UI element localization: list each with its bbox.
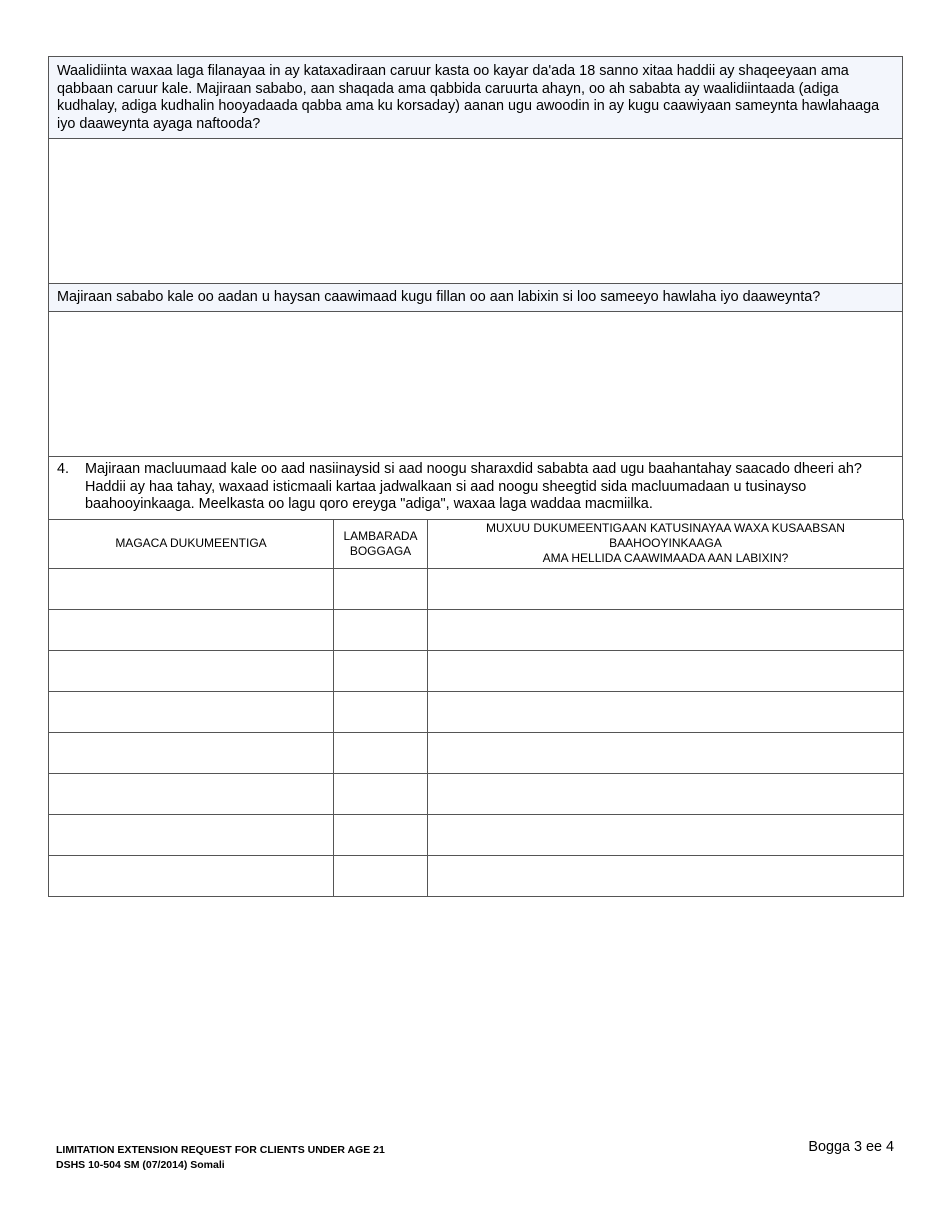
document-name-cell[interactable] [49, 650, 334, 691]
col-relevance: MUXUU DUKUMEENTIGAAN KATUSINAYAA WAXA KUSAABSAN BAAHOOYINKAAGA AMA HELLIDA CAAWIMAADA AAN LABIXIN? [428, 519, 904, 568]
page-number-cell[interactable] [334, 650, 428, 691]
table-row [49, 732, 904, 773]
document-name-cell[interactable] [49, 609, 334, 650]
table-row [49, 691, 904, 732]
relevance-cell[interactable] [428, 732, 904, 773]
table-row [49, 609, 904, 650]
table-row [49, 568, 904, 609]
document-table [48, 519, 904, 897]
relevance-cell[interactable] [428, 609, 904, 650]
table-row [49, 650, 904, 691]
document-name-cell[interactable] [49, 814, 334, 855]
table-row [49, 773, 904, 814]
page-number-cell[interactable] [334, 732, 428, 773]
table-row [49, 855, 904, 896]
relevance-cell[interactable] [428, 650, 904, 691]
page-number-cell[interactable] [334, 773, 428, 814]
document-name-cell[interactable] [49, 732, 334, 773]
relevance-cell[interactable] [428, 814, 904, 855]
question-other-reasons: Majiraan sababo kale oo aadan u haysan caawimaad kugu fillan oo aan labixin si loo sameeyo hawlaha iyo daaweynta? [48, 283, 903, 311]
answer-field-intro[interactable] [48, 138, 903, 283]
document-name-cell[interactable] [49, 855, 334, 896]
form-sheet [48, 56, 903, 897]
question-4 [48, 456, 903, 519]
document-name-cell[interactable] [49, 691, 334, 732]
answer-field-other-reasons[interactable] [48, 311, 903, 456]
page-number-cell[interactable] [334, 568, 428, 609]
page-number-cell[interactable] [334, 609, 428, 650]
relevance-cell[interactable] [428, 855, 904, 896]
table-header-row [49, 519, 904, 568]
page-number-cell[interactable] [334, 691, 428, 732]
form-title: LIMITATION EXTENSION REQUEST FOR CLIENTS UNDER AGE 21 [56, 1144, 385, 1156]
document-name-cell[interactable] [49, 568, 334, 609]
question-4-text: Majiraan macluumaad kale oo aad nasiinaysid si aad noogu sharaxdid sababta aad ugu baahantahay saacado dheeri ah? Haddii ay haa tahay, waxaad isticmaali kartaa jadwalkaan si aad noogu sheegtid sida macluumadaan u tusinayso baahooyinkaaga. Meelkasta oo lagu qoro ereyga "adiga", waxaa laga waddaa macmiilka. [85, 461, 862, 512]
relevance-cell[interactable] [428, 568, 904, 609]
page-number: Bogga 3 ee 4 [808, 1139, 894, 1155]
form-footer [56, 1143, 385, 1173]
page-number-cell[interactable] [334, 855, 428, 896]
col-page-number: LAMBARADA BOGGAGA [334, 519, 428, 568]
document-name-cell[interactable] [49, 773, 334, 814]
question-intro: Waalidiinta waxaa laga filanayaa in ay kataxadiraan caruur kasta oo kayar da'ada 18 sanno xitaa haddii ay shaqeeyaan ama qabbaan caruur kale. Majiraan sababo, aan shaqada ama qabbida caruurta ahayn, oo ah sababta ay waalidiintaada (adiga kudhalay, adiga kudhalin hooyadaada qabba ama ku korsaday) aanan ugu awoodin in ay kugu caawiyaan sameynta hawlahaaga iyo daaweynta ayaga naftooda? [48, 56, 903, 138]
question-4-number: 4. [57, 461, 70, 477]
col-document-name: MAGACA DUKUMEENTIGA [49, 519, 334, 568]
relevance-cell[interactable] [428, 691, 904, 732]
form-number: DSHS 10-504 SM (07/2014) Somali [56, 1159, 225, 1171]
page-number-cell[interactable] [334, 814, 428, 855]
relevance-cell[interactable] [428, 773, 904, 814]
table-row [49, 814, 904, 855]
